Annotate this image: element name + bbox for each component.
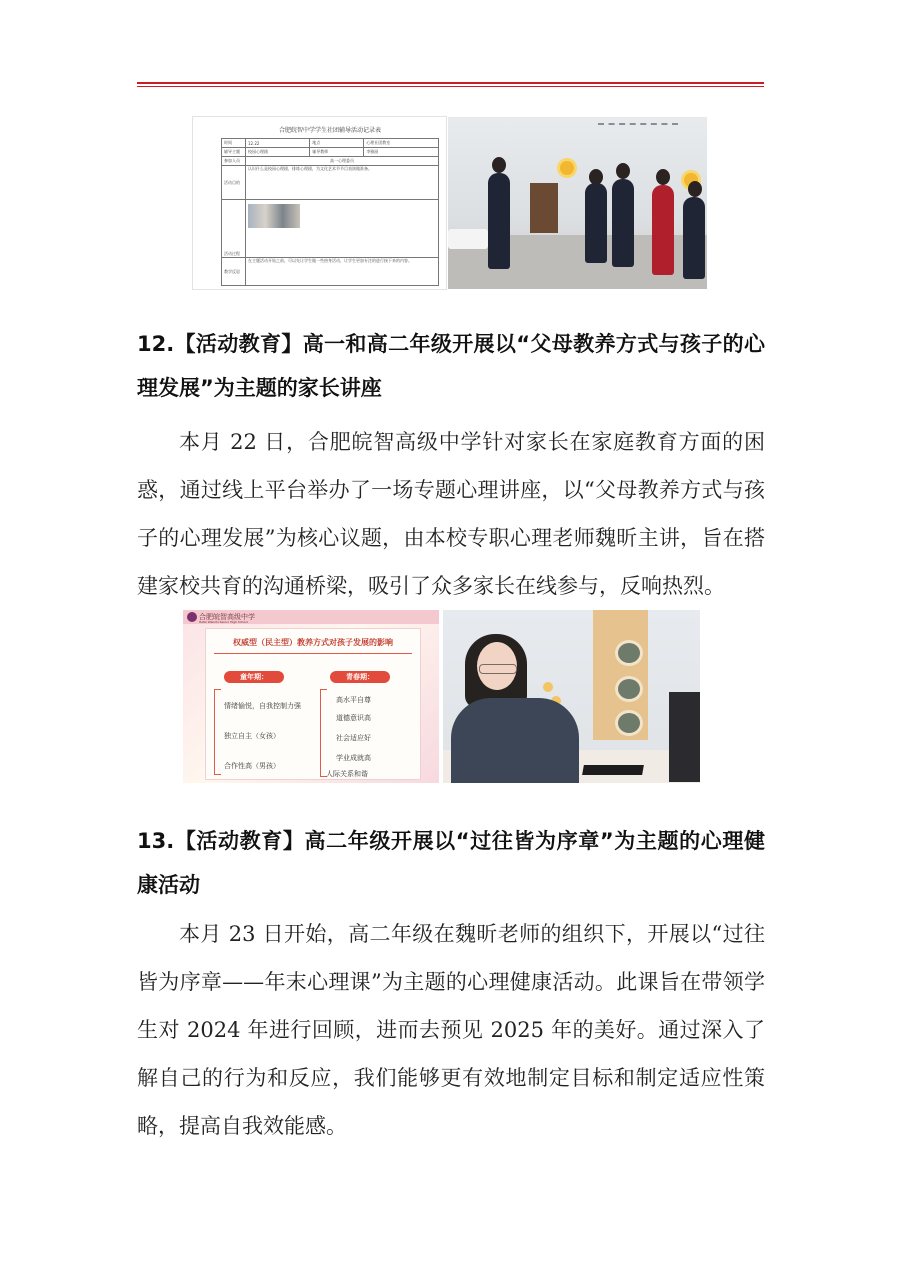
slide-card <box>205 628 421 780</box>
table-cell: 认识什么是校园心理剧，排练心理剧，为文化艺术节节目表演做准备。 <box>245 166 438 200</box>
list-item: 人际关系和谐 <box>326 770 368 778</box>
wall-art <box>598 123 678 155</box>
table-cell: 高一心理委员 <box>245 157 438 166</box>
door-window <box>615 640 643 666</box>
teacher-online-lecture-photo <box>443 610 700 783</box>
section-13-heading: 13.【活动教育】高二年级开展以“过往皆为序章”为主题的心理健康活动 <box>137 829 765 897</box>
student <box>612 179 634 267</box>
student-head <box>688 181 702 197</box>
list-item: 独立自主（女孩） <box>224 732 280 740</box>
record-form-sheet <box>221 123 439 283</box>
table-cell: 12.22 <box>245 139 309 148</box>
table-row <box>222 157 439 166</box>
table-row <box>222 139 439 148</box>
record-form-title: 合肥皖智中学学生社团辅导活动记录表 <box>278 127 381 134</box>
table-cell: 参加人员 <box>222 157 246 166</box>
list-item: 学业成就高 <box>336 754 371 762</box>
student <box>683 197 705 279</box>
table <box>448 229 488 249</box>
teacher-body <box>451 698 579 783</box>
section-13-paragraph: 本月 23 日开始，高二年级在魏昕老师的组织下，开展以“过往皆为序章——年末心理课”为主题的心理健康活动。此课旨在带领学生对 2024 年进行回顾，进而去预见 2025 年的美好。通过深入了解自己的行为和反应，我们能够更有效地制定目标和制定适应性策略，提高自我效能感。 <box>137 922 765 1138</box>
door-window <box>615 676 643 702</box>
section-12-heading: 12.【活动教育】高一和高二年级开展以“父母教养方式与孩子的心理发展”为主题的家长讲座 <box>137 332 765 400</box>
students-reading-photo <box>448 117 707 289</box>
table-cell: 校园心理剧 <box>245 148 309 157</box>
list-item: 情绪愉悦，自我控制力强 <box>224 702 301 710</box>
table-cell: 心理社团教室 <box>364 139 439 148</box>
table-cell: 地点 <box>310 139 364 148</box>
lecture-slide-image <box>183 610 439 783</box>
record-form-table <box>221 138 439 286</box>
bracket <box>214 689 221 775</box>
table-row <box>222 258 439 286</box>
embedded-photo <box>248 204 300 228</box>
table-cell: 时间 <box>222 139 246 148</box>
header-rule-top <box>137 82 764 84</box>
list-item: 道德意识高 <box>336 714 371 722</box>
glasses <box>479 664 517 674</box>
table-cell: 活动目的 <box>222 166 246 200</box>
table-cell: 辅导主题 <box>222 148 246 157</box>
childhood-label: 童年期： <box>224 671 284 683</box>
table-cell <box>245 200 438 258</box>
table-cell: 辅导教师 <box>310 148 364 157</box>
adolescence-label: 青春期： <box>330 671 390 683</box>
flower-decoration-icon <box>560 161 574 175</box>
bracket <box>320 689 327 777</box>
slide-divider <box>214 653 412 654</box>
slide-title: 权威型（民主型）教养方式对孩子发展的影响 <box>233 638 393 647</box>
table-row <box>222 166 439 200</box>
table-row <box>222 148 439 157</box>
list-item: 合作性高（男孩） <box>224 762 280 770</box>
student <box>585 183 607 263</box>
student-head <box>616 163 630 179</box>
chairs <box>530 183 558 233</box>
school-logo-icon <box>187 612 197 622</box>
student <box>652 185 674 275</box>
table-cell: 教学反思 <box>222 258 246 286</box>
list-item: 高水平自尊 <box>336 696 371 704</box>
keyboard <box>582 765 644 775</box>
slide-school-name: 合肥皖智高级中学 <box>199 613 255 621</box>
student-head <box>656 169 670 185</box>
list-item: 社会适应好 <box>336 734 371 742</box>
activity-record-form-image <box>193 117 446 289</box>
table-cell: 李雅丽 <box>364 148 439 157</box>
monitor <box>669 692 700 782</box>
flower-decoration-icon <box>543 682 553 692</box>
header-rule-bottom <box>137 86 764 87</box>
table-cell: 在主题活动开始之前，可以先让学生做一些热身活动，让学生更加专注的进行接下来的内容。 <box>245 258 438 286</box>
table-row <box>222 200 439 258</box>
section-12-paragraph: 本月 22 日，合肥皖智高级中学针对家长在家庭教育方面的困惑，通过线上平台举办了一场专题心理讲座，以“父母教养方式与孩子的心理发展”为核心议题，由本校专职心理老师魏昕主讲，旨在搭建家校共育的沟通桥梁，吸引了众多家长在线参与，反响热烈。 <box>137 430 765 598</box>
door-window <box>615 710 643 736</box>
slide-school-name-en: Hefei Wanzhi Senior High School <box>199 620 248 624</box>
table-cell: 活动过程 <box>222 200 246 258</box>
student <box>488 173 510 269</box>
student-head <box>492 157 506 173</box>
